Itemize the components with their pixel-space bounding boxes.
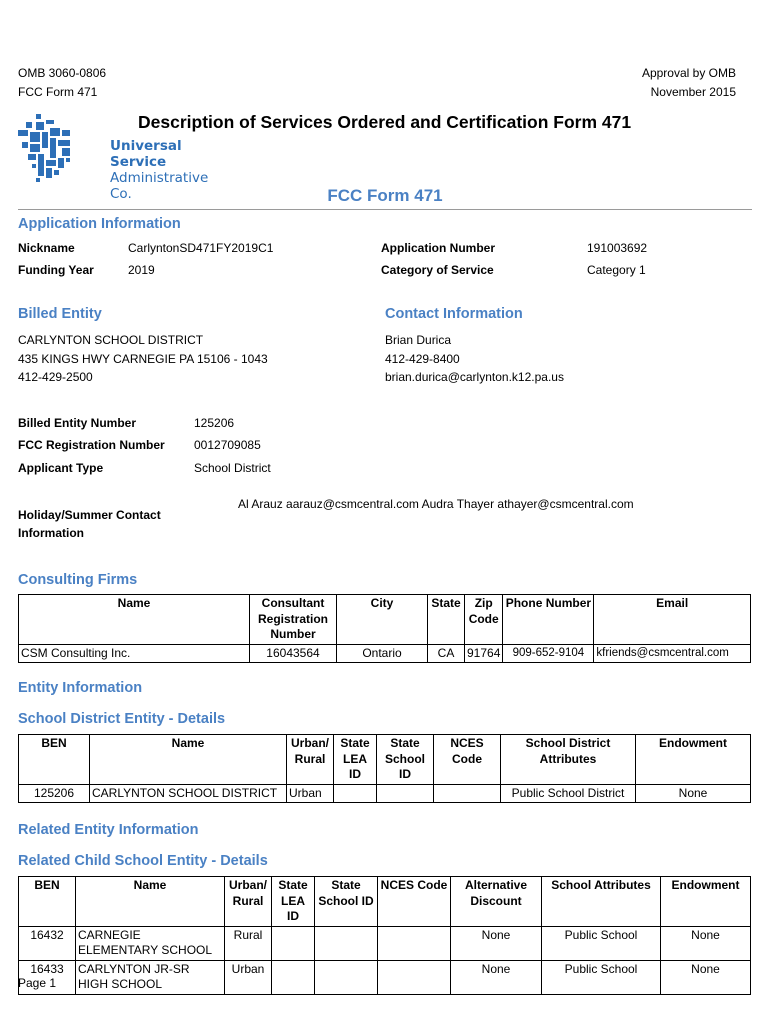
col-state-school-id: State School ID (315, 877, 378, 927)
col-email: Email (594, 595, 751, 645)
consulting-heading: Consulting Firms (18, 572, 138, 588)
cell-endowment: None (661, 926, 751, 960)
cell-district-attributes: Public School District (501, 784, 636, 803)
col-nces-code: NCES Code (378, 877, 451, 927)
title-divider (18, 209, 752, 210)
cell-urban-rural: Urban (225, 960, 272, 994)
col-nces-code: NCES Code (434, 735, 501, 785)
related-header-row (19, 877, 751, 927)
cell-ben: 125206 (19, 784, 90, 803)
col-state: State (428, 595, 465, 645)
holiday-label-line-2: Information (18, 526, 84, 540)
contact-phone: 412-429-8400 (385, 351, 460, 366)
col-alt-discount: Alternative Discount (451, 877, 542, 927)
school-district-subheading: School District Entity - Details (18, 711, 226, 727)
form-number: FCC Form 471 (18, 85, 98, 99)
entity-heading: Entity Information (18, 680, 143, 696)
usac-logo-icon (16, 114, 106, 186)
billed-entity-phone: 412-429-2500 (18, 370, 93, 384)
col-name: Name (19, 595, 250, 645)
col-city: City (337, 595, 428, 645)
cell-state-school-id (377, 784, 434, 803)
related-child-table (18, 876, 751, 995)
table-row (19, 784, 751, 803)
cell-consultant-reg: 16043564 (250, 644, 337, 663)
col-state-lea-id: State LEA ID (272, 877, 315, 927)
billed-entity-address: 435 KINGS HWY CARNEGIE PA 15106 - 1043 (18, 351, 268, 366)
table-row (19, 926, 751, 960)
cell-nces-code (434, 784, 501, 803)
col-urban-rural: Urban/ Rural (287, 735, 334, 785)
cell-name: CSM Consulting Inc. (19, 644, 250, 663)
nickname-value: CarlyntonSD471FY2019C1 (128, 241, 274, 255)
col-district-attributes: School District Attributes (501, 735, 636, 785)
cell-school-attributes: Public School (542, 960, 661, 994)
cell-ben: 16433 (19, 960, 76, 994)
col-ben: BEN (19, 877, 76, 927)
table-row (19, 644, 751, 663)
application-heading: Application Information (18, 216, 181, 232)
approval-text: Approval by OMB (641, 66, 736, 80)
document-title: Description of Services Ordered and Certification Form 471 (138, 112, 632, 132)
header-left (18, 64, 106, 102)
logo-line-2: Administrative Co. (110, 170, 209, 202)
col-endowment: Endowment (661, 877, 751, 927)
cell-school-attributes: Public School (542, 926, 661, 960)
contact-name: Brian Durica (385, 333, 452, 347)
holiday-contact-label (18, 506, 161, 542)
cell-name: CARLYNTON JR-SR HIGH SCHOOL (76, 960, 225, 994)
cell-state: CA (428, 644, 465, 663)
col-phone: Phone Number (503, 595, 594, 645)
cell-name: CARLYNTON SCHOOL DISTRICT (90, 784, 287, 803)
cell-alt-discount: None (451, 960, 542, 994)
ben-value: 125206 (194, 416, 235, 430)
omb-number: OMB 3060-0806 (18, 66, 107, 80)
billed-entity-name: CARLYNTON SCHOOL DISTRICT (18, 333, 204, 347)
cell-nces-code (378, 960, 451, 994)
contact-block (385, 331, 564, 387)
approval-date: November 2015 (650, 85, 736, 99)
cell-ben: 16432 (19, 926, 76, 960)
category-label: Category of Service (381, 263, 494, 277)
related-entity-heading: Related Entity Information (18, 822, 199, 838)
col-school-attributes: School Attributes (542, 877, 661, 927)
form-title: FCC Form 471 (327, 186, 443, 205)
billed-entity-block (18, 331, 268, 387)
table-row (19, 960, 751, 994)
cell-nces-code (378, 926, 451, 960)
cell-zip: 91764 (465, 644, 503, 663)
logo-line-1: Universal Service (110, 138, 182, 170)
col-name: Name (90, 735, 287, 785)
cell-name: CARNEGIE ELEMENTARY SCHOOL (76, 926, 225, 960)
holiday-contact-value: Al Arauz aarauz@csmcentral.com Audra Thayer athayer@csmcentral.com (238, 497, 634, 511)
funding-year-value: 2019 (128, 263, 155, 277)
ben-label: Billed Entity Number (18, 416, 137, 430)
holiday-label-line-1: Holiday/Summer Contact (18, 508, 161, 522)
cell-email: kfriends@csmcentral.com (594, 644, 751, 663)
cell-phone: 909-652-9104 (503, 644, 594, 663)
cell-endowment: None (661, 960, 751, 994)
fcc-reg-label: FCC Registration Number (18, 438, 165, 452)
nickname-label: Nickname (18, 241, 75, 255)
cell-state-lea-id (334, 784, 377, 803)
fcc-reg-value: 0012709085 (194, 438, 261, 452)
app-number-value: 191003692 (587, 241, 648, 255)
col-endowment: Endowment (636, 735, 751, 785)
cell-urban-rural: Urban (287, 784, 334, 803)
col-zip: Zip Code (465, 595, 503, 645)
entity-header-row (19, 735, 751, 785)
page-number: Page 1 (18, 976, 57, 990)
col-state-lea-id: State LEA ID (334, 735, 377, 785)
col-consultant-reg: Consultant Registration Number (250, 595, 337, 645)
cell-state-lea-id (272, 926, 315, 960)
col-urban-rural: Urban/ Rural (225, 877, 272, 927)
contact-heading: Contact Information (385, 306, 523, 322)
contact-email: brian.durica@carlynton.k12.pa.us (385, 370, 564, 384)
related-child-subheading: Related Child School Entity - Details (18, 853, 268, 869)
cell-city: Ontario (337, 644, 428, 663)
header-right (642, 64, 736, 102)
cell-state-lea-id (272, 960, 315, 994)
applicant-type-label: Applicant Type (18, 461, 104, 475)
billed-entity-heading: Billed Entity (18, 306, 102, 322)
app-number-label: Application Number (381, 241, 496, 255)
col-state-school-id: State School ID (377, 735, 434, 785)
cell-urban-rural: Rural (225, 926, 272, 960)
funding-year-label: Funding Year (18, 263, 94, 277)
category-value: Category 1 (587, 263, 646, 277)
cell-alt-discount: None (451, 926, 542, 960)
consulting-table (18, 594, 751, 663)
cell-state-school-id (315, 926, 378, 960)
applicant-type-value: School District (194, 461, 271, 475)
col-name: Name (76, 877, 225, 927)
school-district-table (18, 734, 751, 803)
col-ben: BEN (19, 735, 90, 785)
cell-endowment: None (636, 784, 751, 803)
consulting-header-row (19, 595, 751, 645)
cell-state-school-id (315, 960, 378, 994)
